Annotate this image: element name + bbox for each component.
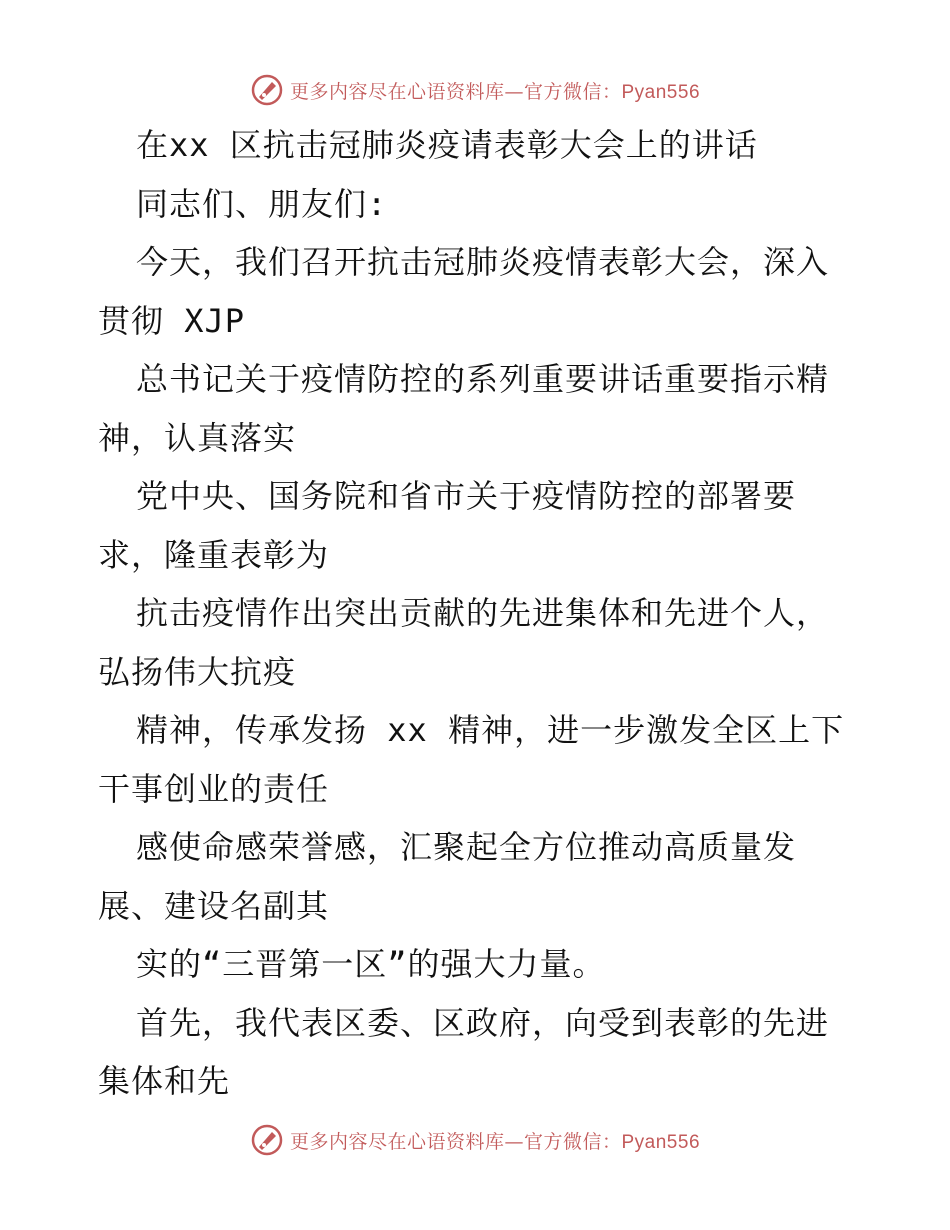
- text-line: 总书记关于疫情防控的系列重要讲话重要指示精: [136, 360, 830, 398]
- watermark-text: 更多内容尽在心语资料库—官方微信：Pyan556: [289, 80, 701, 103]
- text-line: 贯彻 XJP: [98, 301, 246, 340]
- text-line: 抗击疫情作出突出贡献的先进集体和先进个人，: [136, 594, 830, 632]
- text-line: 感使命感荣誉感，汇聚起全方位推动高质量发: [136, 828, 797, 866]
- footer-watermark: [0, 1120, 950, 1160]
- text-line: 今天，我们召开抗击冠肺炎疫情表彰大会，深入: [136, 243, 830, 281]
- text-line: 展、建设名副其: [98, 886, 330, 925]
- text-line: 弘扬伟大抗疫: [98, 652, 297, 691]
- text-line: 首先，我代表区委、区政府，向受到表彰的先进: [136, 1003, 830, 1042]
- text-line: 在xx 区抗击冠肺炎疫请表彰大会上的讲话: [136, 126, 758, 164]
- document-body: [98, 116, 868, 1111]
- text-line: 精神，传承发扬 xx 精神，进一步激发全区上下: [136, 711, 845, 749]
- watermark-text: 更多内容尽在心语资料库—官方微信：Pyan556: [289, 1130, 701, 1153]
- header-watermark: [0, 70, 950, 110]
- text-line: 集体和先: [98, 1062, 231, 1100]
- text-line: 实的“三晋第一区”的强大力量。: [136, 945, 606, 983]
- text-line: 神，认真落实: [98, 418, 297, 457]
- text-line: 同志们、朋友们:: [136, 184, 388, 223]
- text-line: 党中央、国务院和省市关于疫情防控的部署要: [136, 477, 797, 515]
- text-line: 求，隆重表彰为: [98, 535, 330, 574]
- text-line: 干事创业的责任: [98, 769, 330, 808]
- pen-nib-seal-icon: [250, 1123, 284, 1157]
- pen-nib-seal-icon: [250, 73, 284, 107]
